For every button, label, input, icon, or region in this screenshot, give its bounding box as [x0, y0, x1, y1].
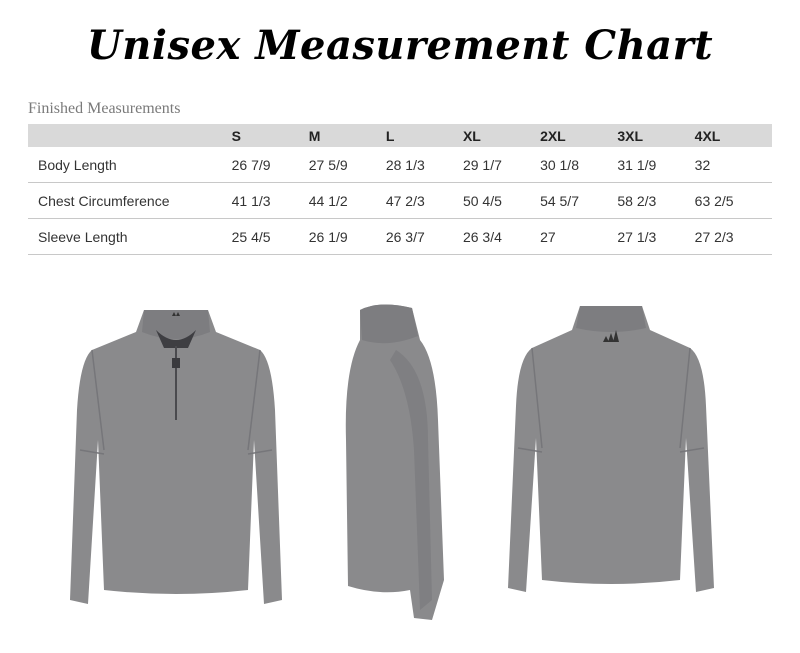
measurement-cell: 50 4/5: [463, 183, 540, 219]
measurement-cell: 28 1/3: [386, 147, 463, 183]
measurement-cell: 58 2/3: [617, 183, 694, 219]
back-view: [500, 302, 722, 594]
size-header: 4XL: [695, 124, 772, 147]
measurement-cell: 31 1/9: [617, 147, 694, 183]
measurement-cell: 25 4/5: [232, 219, 309, 255]
chart-title: Unisex Measurement Chart: [86, 22, 714, 69]
size-header: L: [386, 124, 463, 147]
collar: [360, 304, 418, 343]
size-header: XL: [463, 124, 540, 147]
row-label: Body Length: [28, 147, 232, 183]
measurement-table: [28, 124, 772, 255]
table-header-row: [28, 124, 772, 147]
collar: [142, 310, 210, 339]
section-subtitle: Finished Measurements: [28, 100, 181, 117]
measurement-cell: 27: [540, 219, 617, 255]
size-header: M: [309, 124, 386, 147]
size-header: 3XL: [617, 124, 694, 147]
measurement-cell: 27 2/3: [695, 219, 772, 255]
table-row: [28, 219, 772, 255]
measurement-cell: 32: [695, 147, 772, 183]
measurement-cell: 26 1/9: [309, 219, 386, 255]
side-view: [340, 300, 450, 622]
measurement-cell: 30 1/8: [540, 147, 617, 183]
measurement-cell: 26 3/7: [386, 219, 463, 255]
table-row: [28, 183, 772, 219]
row-label: Sleeve Length: [28, 219, 232, 255]
size-header: 2XL: [540, 124, 617, 147]
measurement-cell: 26 7/9: [232, 147, 309, 183]
measurement-cell: 26 3/4: [463, 219, 540, 255]
collar: [576, 306, 646, 332]
measurement-cell: 54 5/7: [540, 183, 617, 219]
front-view: [60, 300, 292, 610]
size-header: S: [232, 124, 309, 147]
measurement-cell: 41 1/3: [232, 183, 309, 219]
measurement-cell: 27 5/9: [309, 147, 386, 183]
measurement-cell: 63 2/5: [695, 183, 772, 219]
measurement-cell: 47 2/3: [386, 183, 463, 219]
measurement-cell: 29 1/7: [463, 147, 540, 183]
table-row: [28, 147, 772, 183]
measurement-cell: 44 1/2: [309, 183, 386, 219]
row-label: Chest Circumference: [28, 183, 232, 219]
header-blank: [28, 124, 232, 147]
zipper-pull: [172, 358, 180, 368]
measurement-cell: 27 1/3: [617, 219, 694, 255]
garment-body: [508, 306, 714, 592]
